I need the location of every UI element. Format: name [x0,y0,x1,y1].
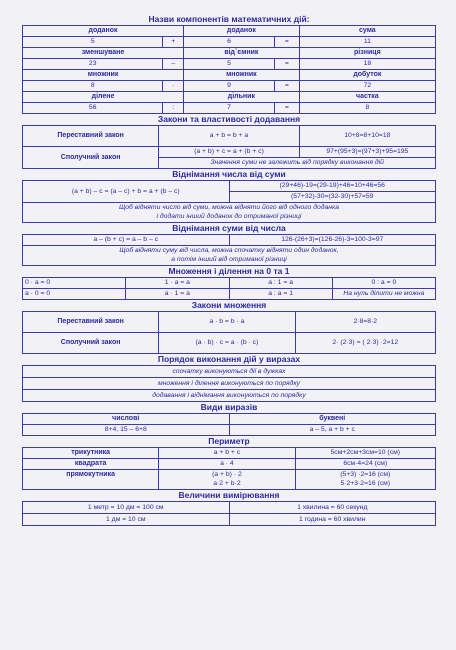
table-row: 23 – 5 = 18 [23,59,436,70]
units-table [22,501,436,526]
table-row: квадрата a · 4 6см·4=24 (см) [23,459,436,470]
table-row: множник множник добуток [23,70,436,81]
subtract-sum-table [22,234,436,266]
table-row: Щоб відняти суму від числа, можна спочатку відняти один доданок, а потім інший від отриманої різниці [23,246,436,266]
table-row: ділене дільник частка [23,92,436,103]
subtract-from-sum-table [22,180,436,223]
table-row: 1 метр = 10 дм = 100 см 1 хвилина = 60 секунд [23,502,436,514]
table-row: 56 : 7 = 8 [23,103,436,114]
components-table [22,25,436,114]
perimeter-table [22,447,436,490]
expressions-title: Види виразів [200,402,258,412]
components-title: Назви компонентів математичних дій: [148,14,310,24]
table-row: трикутника a + b + c 5см+2см+3см=10 (см) [23,448,436,459]
zero-one-title: Множення і ділення на 0 та 1 [168,266,290,276]
table-row: Переставний закон a · b = b · a 2·8=8·2 [23,312,436,333]
multiplication-laws-table [22,311,436,354]
list-item: додавання і віднімання виконуються по порядку [23,390,436,402]
table-row: Сполучний закон (a · b) · c = a · (b · c) 2· (2·3) = ( 2·3) ·2=12 [23,333,436,354]
list-item: спочатку виконуються дії в дужках [23,366,436,378]
table-row: зменшуване від`ємник різниця [23,48,436,59]
table-row: Сполучний закон (a + b) + c = a + (b + c) 97+(95+3)=(97+3)+95=195 [23,147,436,158]
table-row: доданок доданок сума [23,26,436,37]
table-row: 0 · a = 0 1 · a = a a : 1 = a 0 : a = 0 [23,278,436,289]
table-row: Значення суми не залежить від порядку виконання дій [23,158,436,169]
subtract-from-sum-title: Віднімання числа від суми [172,169,286,179]
zero-one-table [22,277,436,300]
table-row: 5 + 6 = 11 [23,37,436,48]
order-title: Порядок виконання дій у виразах [157,354,301,364]
table-row: (a + b) – c = (a – c) + b = a + (b – c) (29+46)-19=(29-19)+46=10+46=56 [23,181,436,192]
expressions-table [22,413,436,436]
table-row: Переставний закон a + b = b + a 10+8=8+10=18 [23,126,436,147]
table-row: (57+32)-30=(32-30)+57=59 [23,192,436,203]
math-reference-sheet [22,14,436,526]
multiplication-laws-title: Закони множення [191,300,267,310]
table-row: 8 · 9 = 72 [23,81,436,92]
table-row: 8+4, 15 – 6+8 a – 5, a + b + c [23,425,436,436]
subtract-sum-title: Віднімання суми від числа [172,223,286,233]
table-row: a · 0 = 0 a · 1 = a a : a = 1 На нуль ділити не можна [23,289,436,300]
list-item: множення і ділення виконуються по порядку [23,378,436,390]
perimeter-title: Периметр [208,436,250,446]
addition-laws-title: Закони та властивості додавання [157,114,301,124]
table-row: числові буквені [23,414,436,425]
table-row: 1 дм = 10 см 1 година = 60 хвилин [23,514,436,526]
table-row: прямокутника (a + b) · 2 a·2 + b·2 (5+3) ·2=16 (см) 5·2+3·2=16 (см) [23,470,436,490]
table-row: a – (b + c) = a – b – c 126-(26+3)=(126-26)-3=100-3=97 [23,235,436,246]
units-title: Величини вимірювання [178,490,280,500]
order-table [22,365,436,402]
table-row: Щоб відняти число від суми, можна відняти його від одного доданка і додати інший доданок до отриманої різниці [23,203,436,223]
addition-laws-table [22,125,436,169]
